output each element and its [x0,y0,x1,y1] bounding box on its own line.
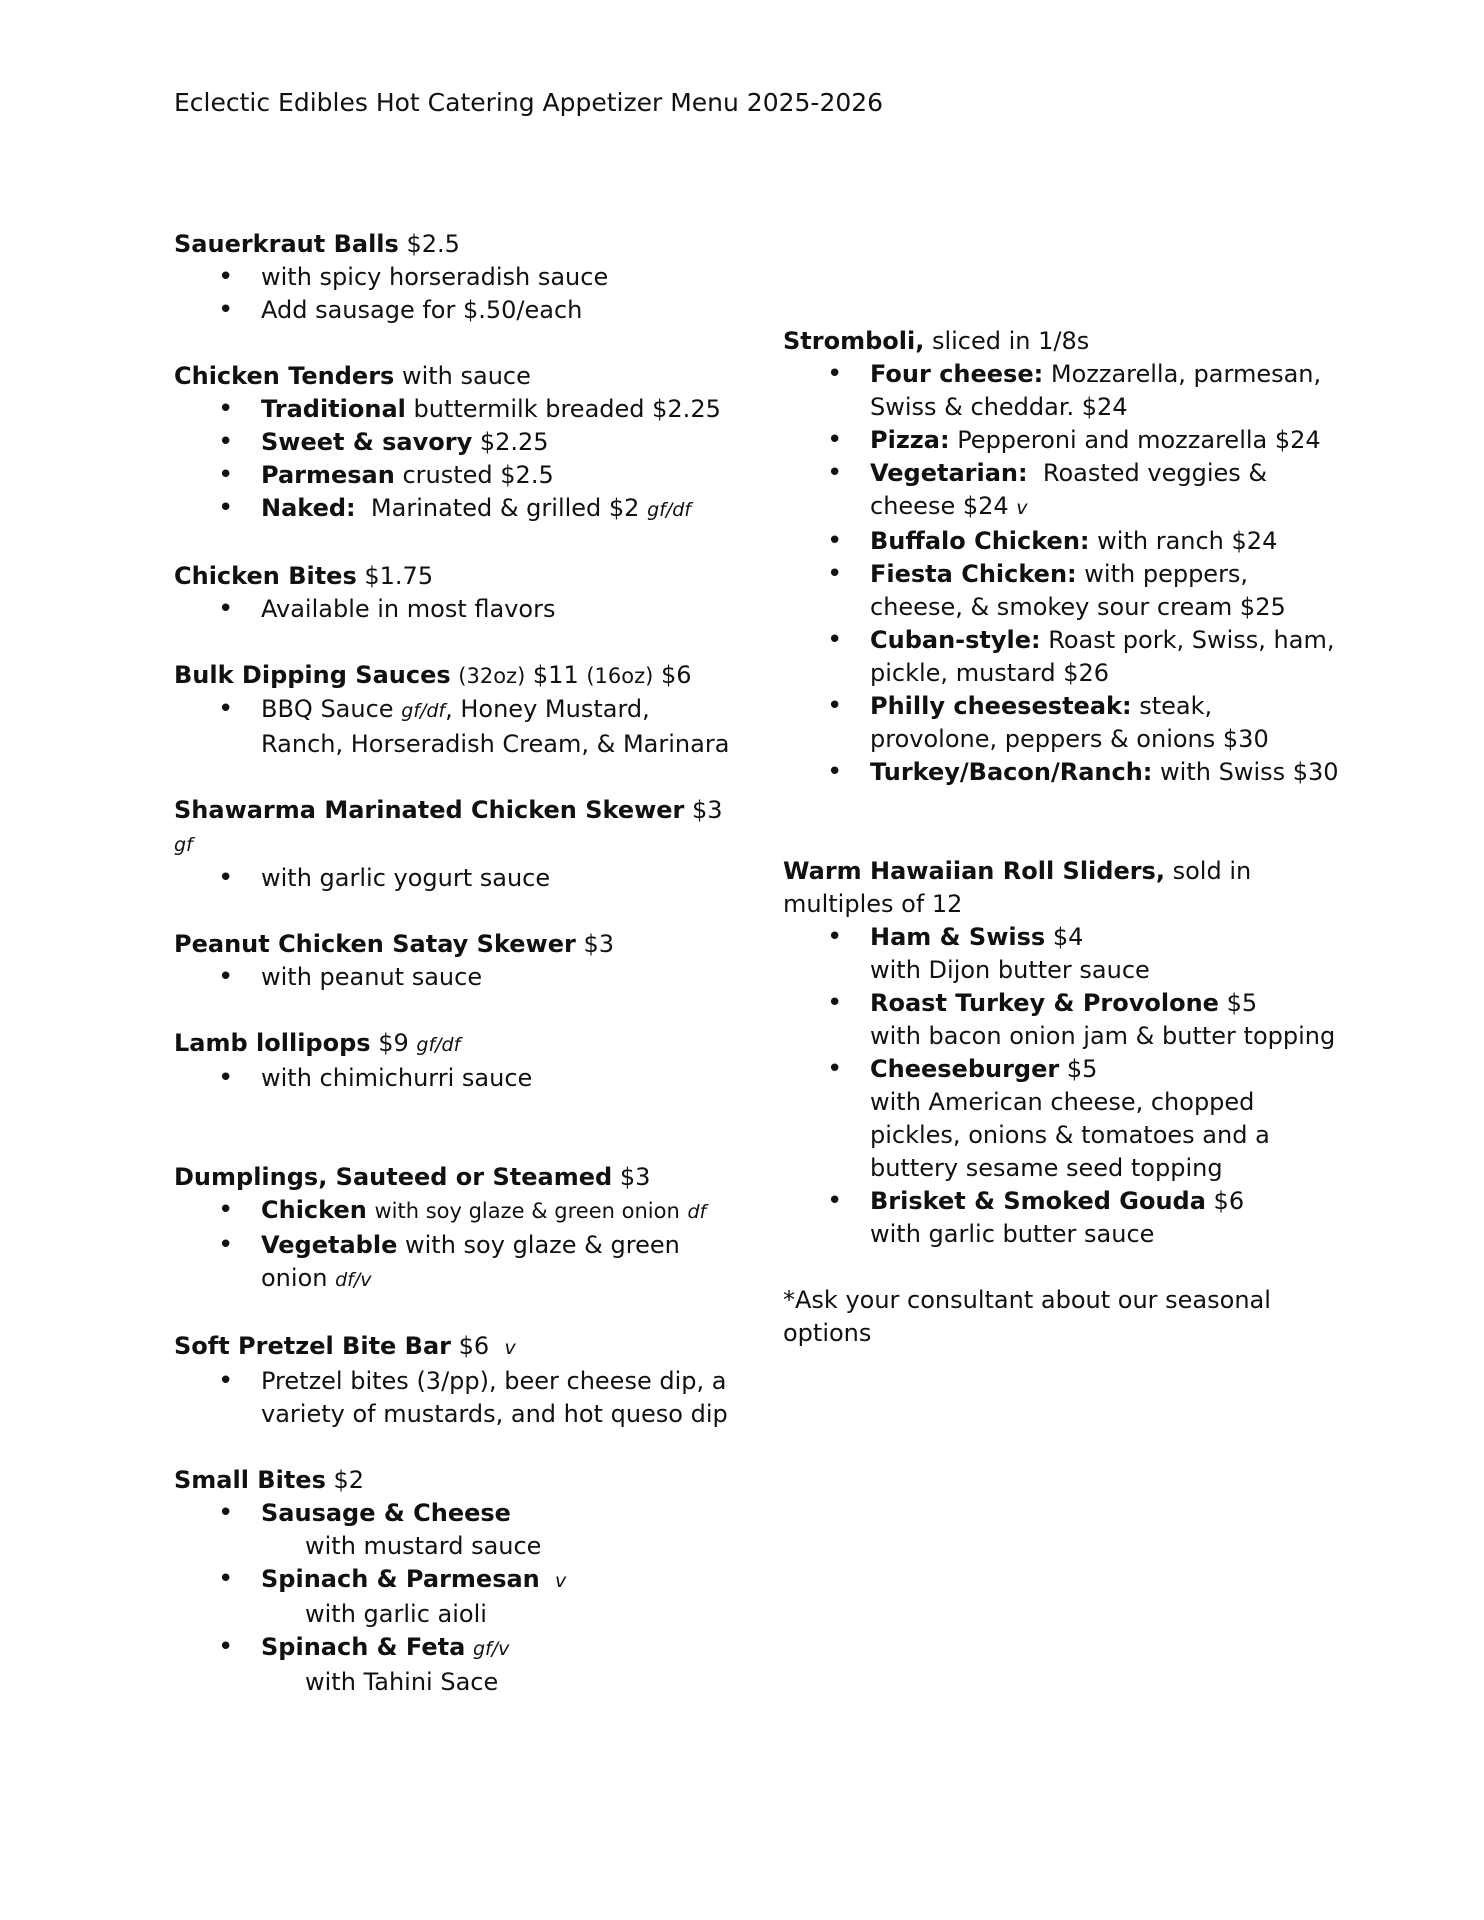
list-item: • Brisket & Smoked Gouda $6 with garlic butter sauce [783,1185,1343,1251]
list-item: • Sweet & savory $2.25 [174,426,734,459]
list-item: • BBQ Sauce gf/df, Honey Mustard, Ranch, Horseradish Cream, & Marinara [174,693,734,761]
list-item: • Naked: Marinated & grilled $2 gf/df [174,492,734,527]
list-item: • Cuban-style: Roast pork, Swiss, ham, pickle, mustard $26 [783,624,1343,690]
note-text: *Ask your consultant about our seasonal options [783,1286,1271,1347]
list-item: • with spicy horseradish sauce [174,261,734,294]
list-item: • Roast Turkey & Provolone $5 with bacon onion jam & butter topping [783,987,1343,1053]
section-name: Sauerkraut Balls [174,230,399,258]
right-column [783,325,1343,1350]
diet-tag: df/v [335,1269,372,1291]
section-chicken-bites [174,560,734,626]
section-shawarma-skewer: Shawarma Marinated Chicken Skewer $3 gf • with garlic yogurt sauce [174,794,734,895]
section-stromboli [783,325,1343,789]
list-item: • with chimichurri sauce [174,1062,734,1095]
section-chicken-tenders [174,360,734,527]
page-title: Eclectic Edibles Hot Catering Appetizer Menu 2025-2026 [174,88,884,117]
section-dumplings: Dumplings, Sauteed or Steamed $3 • Chicken with soy glaze & green onion df • Vegetable with soy glaze & green onion df/v [174,1161,734,1297]
list-item: • Sausage & Cheese with mustard sauce [174,1497,734,1563]
section-sliders [783,855,1343,1251]
list-item: • Chicken with soy glaze & green onion df [174,1194,734,1229]
list-item: • Available in most flavors [174,593,734,626]
section-desc: sliced in 1/8s [931,327,1090,355]
section-name: Peanut Chicken Satay Skewer [174,930,576,958]
list-item: • Ham & Swiss $4 with Dijon butter sauce [783,921,1343,987]
section-name: Small Bites [174,1466,326,1494]
section-name: Soft Pretzel Bite Bar [174,1332,451,1360]
diet-tag: v [1016,497,1028,519]
list-item: • Turkey/Bacon/Ranch: with Swiss $30 [783,756,1343,789]
section-price: $1.75 [364,562,434,590]
diet-tag: gf/df [416,1034,461,1056]
list-item: • Parmesan crusted $2.5 [174,459,734,492]
section-bulk-dipping-sauces: Bulk Dipping Sauces (32oz) $11 (16oz) $6 • BBQ Sauce gf/df, Honey Mustard, Ranch, Horseradish Cream, & Marinara [174,659,734,761]
list-item: • Pizza: Pepperoni and mozzarella $24 [783,424,1343,457]
list-item: • Spinach & Parmesan v with garlic aioli [174,1563,734,1631]
list-item: • with peanut sauce [174,961,734,994]
section-price: $2.5 [406,230,460,258]
seasonal-note [783,1284,1343,1350]
left-column [174,228,734,1699]
section-name: Shawarma Marinated Chicken Skewer [174,796,685,824]
section-desc: with sauce [401,362,531,390]
diet-tag: df [687,1201,707,1223]
section-name: Warm Hawaiian Roll Sliders, [783,857,1165,885]
diet-tag: gf/v [472,1638,510,1660]
diet-tag: gf [174,834,193,856]
list-item: • Vegetable with soy glaze & green onion df/v [174,1229,734,1297]
list-item: • Four cheese: Mozzarella, parmesan, Swiss & cheddar. $24 [783,358,1343,424]
list-item: • Philly cheesesteak: steak, provolone, peppers & onions $30 [783,690,1343,756]
list-item: • Traditional buttermilk breaded $2.25 [174,393,734,426]
list-item: • with garlic yogurt sauce [174,862,734,895]
list-item: • Cheeseburger $5 with American cheese, chopped pickles, onions & tomatoes and a buttery sesame seed topping [783,1053,1343,1185]
section-sauerkraut-balls [174,228,734,327]
list-item: • Spinach & Feta gf/v with Tahini Sace [174,1631,734,1699]
diet-tag: gf/df [401,700,446,722]
list-item: • Fiesta Chicken: with peppers, cheese, & smokey sour cream $25 [783,558,1343,624]
section-pretzel-bar: Soft Pretzel Bite Bar $6 v • Pretzel bites (3/pp), beer cheese dip, a variety of mustards, and hot queso dip [174,1330,734,1431]
section-name: Dumplings, Sauteed or Steamed [174,1163,613,1191]
diet-tag: v [555,1570,567,1592]
section-small-bites: Small Bites $2 • Sausage & Cheese with mustard sauce • Spinach & Parmesan v with garlic aioli • Spinach & Feta gf/v with Tahini Sace [174,1464,734,1699]
section-peanut-satay: Peanut Chicken Satay Skewer $3 • with peanut sauce [174,928,734,994]
section-name: Stromboli, [783,327,925,355]
section-name: Chicken Tenders [174,362,395,390]
diet-tag: v [504,1337,516,1359]
list-item: • Add sausage for $.50/each [174,294,734,327]
section-name: Bulk Dipping Sauces [174,661,451,689]
list-item: • Pretzel bites (3/pp), beer cheese dip, a variety of mustards, and hot queso dip [174,1365,734,1431]
section-name: Chicken Bites [174,562,357,590]
section-desc: sold in multiples of 12 [783,857,1252,918]
list-item: • Buffalo Chicken: with ranch $24 [783,525,1343,558]
section-name: Lamb lollipops [174,1029,371,1057]
diet-tag: gf/df [647,499,691,521]
section-lamb-lollipops: Lamb lollipops $9 gf/df • with chimichurri sauce [174,1027,734,1095]
list-item: • Vegetarian: Roasted veggies & cheese $24 v [783,457,1343,525]
